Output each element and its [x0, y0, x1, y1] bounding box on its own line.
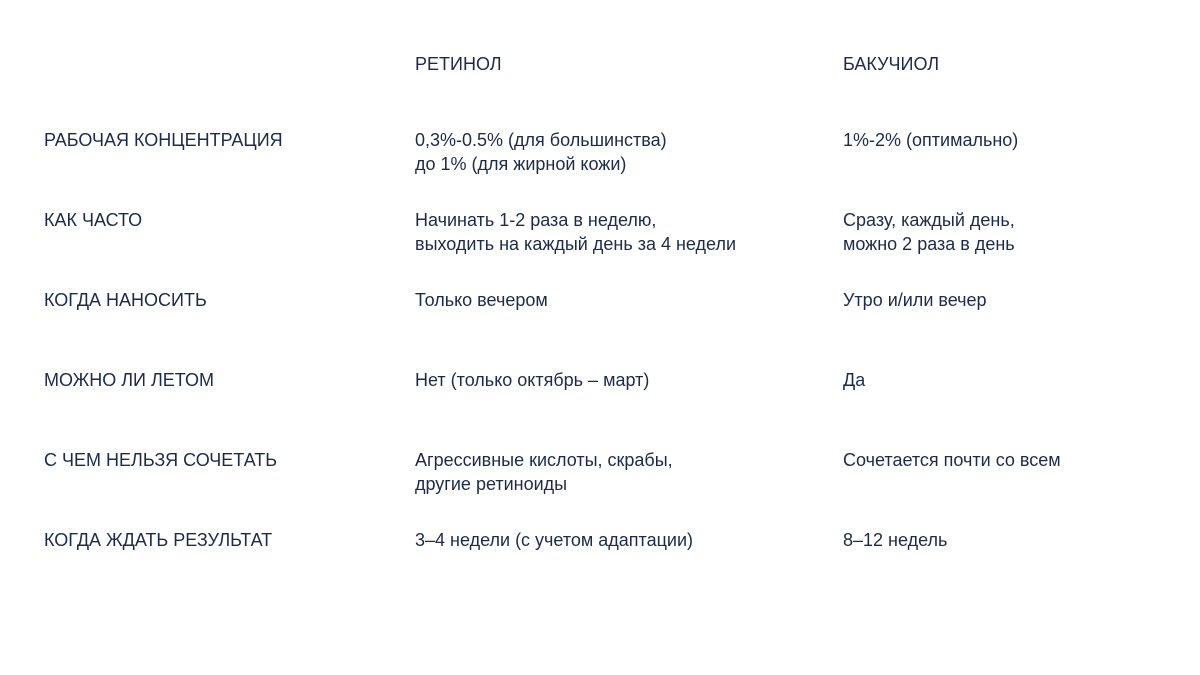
- cell-bakuchiol: [843, 368, 865, 392]
- cell-line: выходить на каждый день за 4 недели: [415, 234, 737, 254]
- cell-line: 1%-2% (оптимально): [843, 130, 1019, 150]
- table-row-when-apply: [0, 288, 1200, 348]
- cell-retinol: [415, 128, 667, 176]
- table-row-results: [0, 528, 1200, 588]
- cell-bakuchiol: [843, 448, 1061, 472]
- cell-line: можно 2 раза в день: [843, 234, 1015, 254]
- cell-line: Утро и/или вечер: [843, 290, 987, 310]
- row-label: С ЧЕМ НЕЛЬЗЯ СОЧЕТАТЬ: [44, 450, 278, 470]
- cell-line: Только вечером: [415, 290, 548, 310]
- cell-bakuchiol: [843, 128, 1018, 152]
- table-row-summer: [0, 368, 1200, 428]
- cell-retinol: [415, 288, 548, 312]
- cell-line: 3–4 недели (с учетом адаптации): [415, 530, 694, 550]
- cell-retinol: [415, 448, 673, 496]
- row-label: КАК ЧАСТО: [44, 210, 143, 230]
- cell-line: Начинать 1-2 раза в неделю,: [415, 210, 657, 230]
- cell-line: до 1% (для жирной кожи): [415, 154, 627, 174]
- table-row-concentration: [0, 128, 1200, 188]
- cell-line: другие ретиноиды: [415, 474, 568, 494]
- cell-line: Да: [843, 370, 866, 390]
- row-label: КОГДА ЖДАТЬ РЕЗУЛЬТАТ: [44, 530, 273, 550]
- cell-line: Агрессивные кислоты, скрабы,: [415, 450, 673, 470]
- cell-line: Нет (только октябрь – март): [415, 370, 650, 390]
- table-row-frequency: [0, 208, 1200, 268]
- column-header-bakuchiol: БАКУЧИОЛ: [843, 54, 940, 74]
- cell-line: Сочетается почти со всем: [843, 450, 1061, 470]
- cell-line: Сразу, каждый день,: [843, 210, 1015, 230]
- cell-bakuchiol: [843, 288, 987, 312]
- column-header-retinol: РЕТИНОЛ: [415, 54, 502, 74]
- cell-bakuchiol: [843, 528, 947, 552]
- row-label: КОГДА НАНОСИТЬ: [44, 290, 207, 310]
- cell-retinol: [415, 368, 649, 392]
- row-label: РАБОЧАЯ КОНЦЕНТРАЦИЯ: [44, 130, 283, 150]
- cell-retinol: [415, 528, 693, 552]
- cell-retinol: [415, 208, 736, 256]
- row-label: МОЖНО ЛИ ЛЕТОМ: [44, 370, 214, 390]
- cell-line: 8–12 недель: [843, 530, 948, 550]
- table-row-incompatible: [0, 448, 1200, 508]
- cell-bakuchiol: [843, 208, 1015, 256]
- cell-line: 0,3%-0.5% (для большинства): [415, 130, 667, 150]
- table-header: [0, 52, 1200, 76]
